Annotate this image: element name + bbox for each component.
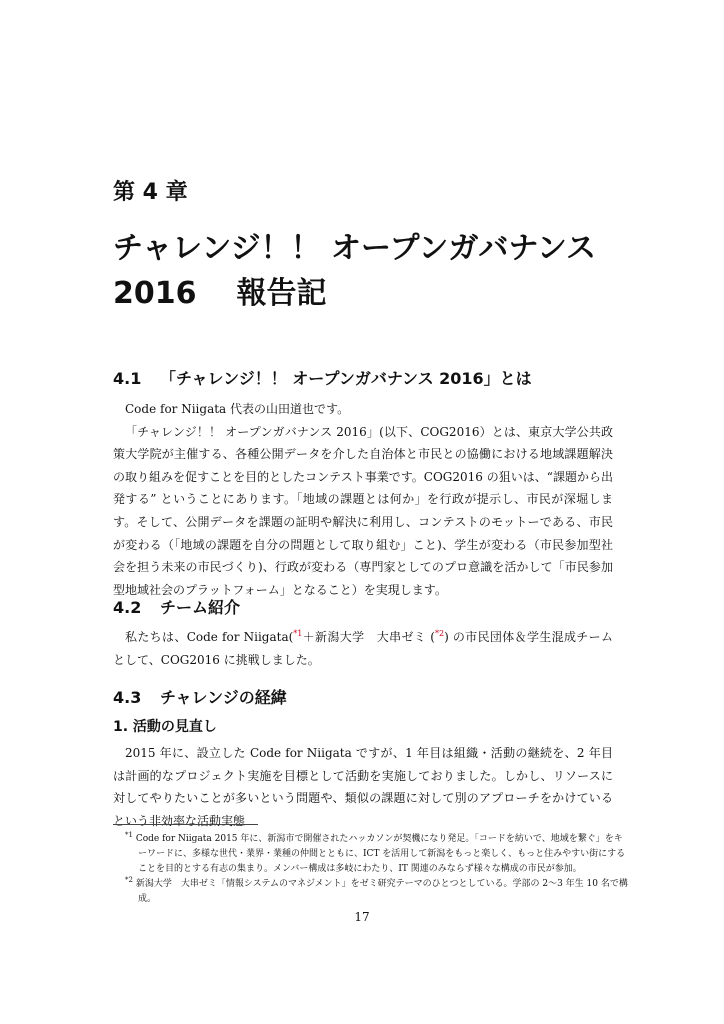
footnote-text: Code for Niigata 2015 年に、新潟市で開催されたハッカソンが契機になり発足。「コードを紡いで、地域を繋ぐ」をキーワードに、多様な世代・業界・業種の仲間とともに、ICT を活用して新潟をもっと楽しく、もっと住みやすい街にすることを目的とする有志の集まり。メンバー構成は多岐にわたり、IT 関連のみならず様々な構成の市民が参加。 [135, 834, 626, 874]
paragraph: 2015 年に、設立した Code for Niigata ですが、1 年目は組織・活動の継続を、2 年目は計画的なプロジェクト実施を目標として活動を実施しておりました。しかし、リソースに対してやりたいことが多いという問題や、類似の課題に対して別のアプローチをかけているという非効率な活動実態 [113, 746, 613, 828]
section-title: チーム紹介 [160, 598, 241, 617]
paragraph: Code for Niigata 代表の山田道也です。 [125, 402, 350, 416]
text-run: ) の市民団体＆学生混成チームとして、COG2016 に挑戦しました。 [113, 630, 613, 667]
section-4-3-body [113, 742, 613, 832]
chapter-label: 第 4 章 [113, 180, 188, 205]
section-heading-4-2 [113, 595, 240, 618]
section-title: 「チャレンジ！！ オープンガバナンス 2016」とは [160, 369, 532, 388]
text-run: ＋新潟大学 大串ゼミ ( [302, 630, 435, 644]
footnote-divider [113, 824, 258, 825]
footnote-1 [125, 828, 628, 877]
chapter-title-line2 [113, 271, 596, 316]
chapter-title-year: 2016 [113, 276, 197, 311]
section-4-2-body [113, 623, 613, 671]
section-title: チャレンジの経緯 [160, 688, 287, 707]
paragraph [113, 623, 613, 671]
paragraph: 「チャレンジ！！ オープンガバナンス 2016」(以下、COG2016）とは、東京大学公共政策大学院が主催する、各種公開データを介した自治体と市民との協働における地域課題解決の取り組みを促すことを目的としたコンテスト事業です。COG2016 の狙いは、“課題から出発する” ということにあります。「地域の課題とは何か」を行政が提示し、市民が深堀します。そして、公開データを課題の証明や解決に利用し、コンテストのモットーである、市民が変わる（「地域の課題を自分の問題として取り組む」こと)、学生が変わる（市民参加型社会を担う未来の市民づくり)、行政が変わる（専門家としてのプロ意識を活かして「市民参加型地域社会のプラットフォーム」となること）を実現します。 [113, 424, 613, 597]
section-number: 4.1 [113, 369, 142, 388]
section-heading-4-1 [113, 366, 532, 389]
chapter-title [113, 226, 596, 316]
section-number: 4.3 [113, 688, 142, 707]
subsection-heading: 1. 活動の見直し [113, 719, 217, 735]
section-heading-4-3 [113, 685, 287, 708]
footnote-text: 新潟大学 大串ゼミ「情報システムのマネジメント」をゼミ研究テーマのひとつとしている。学部の 2〜3 年生 10 名で構成。 [135, 879, 628, 904]
footnote-ref-1[interactable]: *1 [293, 629, 303, 638]
footnote-2 [125, 873, 628, 907]
chapter-title-rest: 報告記 [236, 276, 327, 311]
footnote-mark: *1 [125, 831, 133, 839]
page-number: 17 [354, 910, 370, 924]
chapter-title-line1: チャレンジ！！ オープンガバナンス [113, 231, 596, 266]
footnote-ref-2[interactable]: *2 [434, 629, 445, 638]
section-4-1-body [113, 398, 613, 601]
section-number: 4.2 [113, 598, 142, 617]
text-run: 私たちは、Code for Niigata( [125, 630, 294, 644]
footnote-mark: *2 [125, 876, 133, 884]
